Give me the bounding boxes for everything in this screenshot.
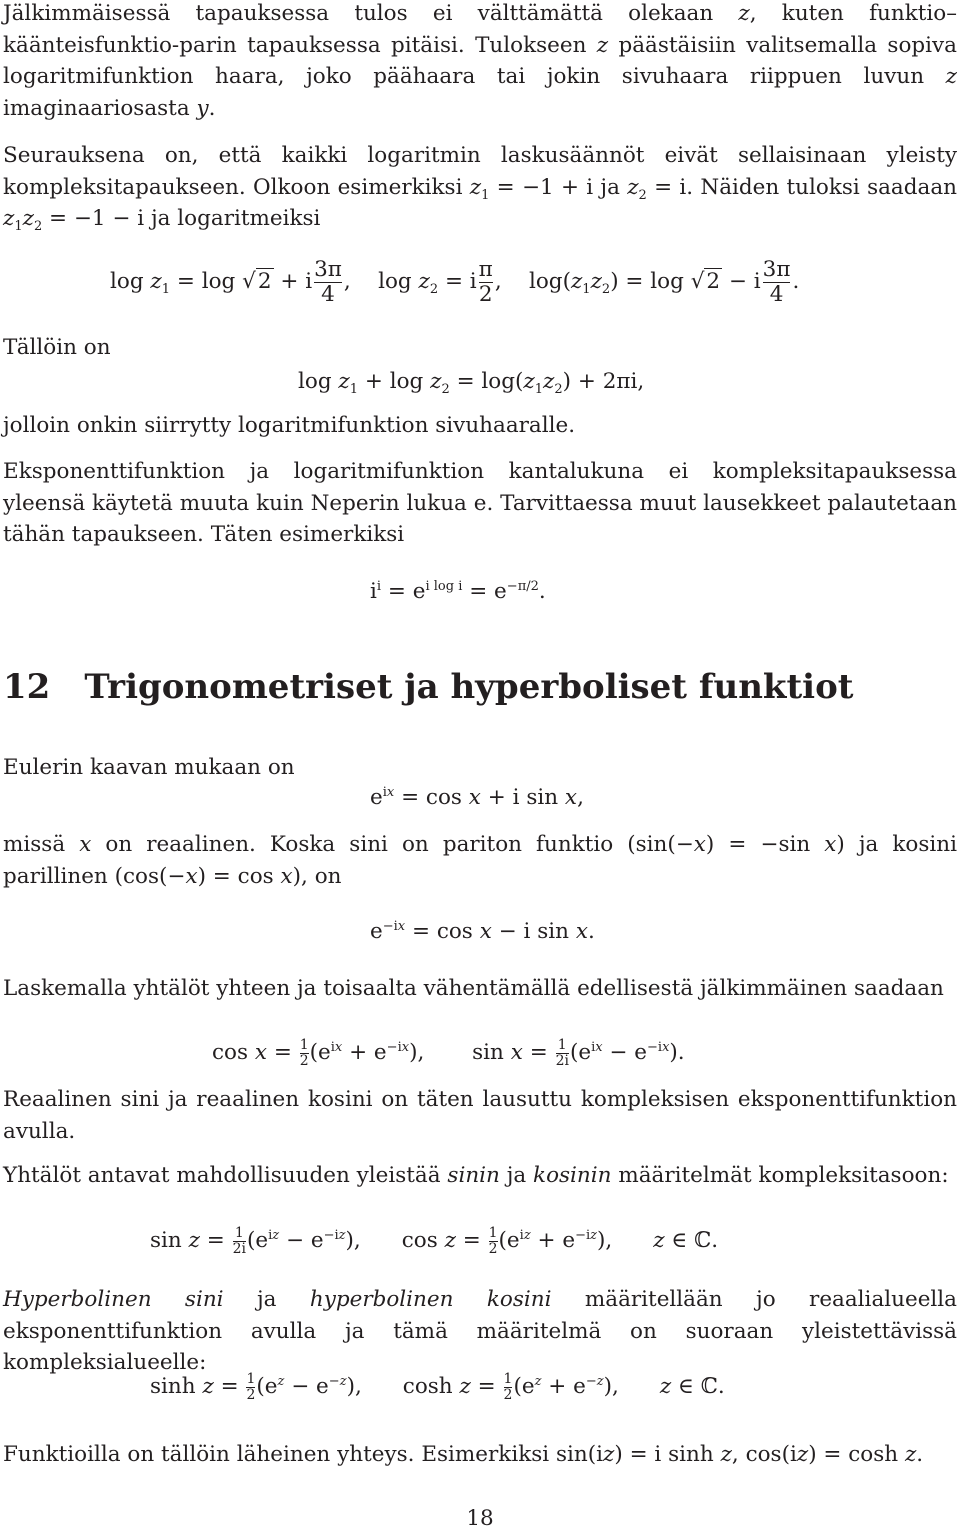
section-number: 12 [3,667,51,707]
paragraph-branch-note: Jälkimmäisessä tapauksessa tulos ei välttämättä olekaan z, kuten funktio–käänteisfunktio-parin tapauksessa pitäisi. Tulokseen z päästäisiin valitsemalla sopiva logaritmifunktion haara, joko päähaara tai jokin sivuhaara riippuen luvun z imaginaariosasta y. [3,1,958,121]
equation-euler-negative: $e^{-ix} = \cos x - i$ sin x. [370,919,595,944]
paragraph-generalize: Yhtälöt antavat mahdollisuuden yleistää sinin ja kosinin määritelmät kompleksitasoon: [3,1163,949,1188]
equation-sin-cos-complex: sin z = $\frac{1}{2i}$ $(e^{iz} - e^{-iz})$, cos z = $\frac{1}{2}$ $(e^{iz} + e^{-iz})$, z ∈ ℂ. [150,1225,719,1257]
section-title: Trigonometriset ja hyperboliset funktiot [84,667,854,707]
paragraph-side-branch: jolloin onkin siirrytty logaritmifunktion sivuhaaralle. [3,413,576,438]
page-number: 18 [466,1506,494,1531]
paragraph-then: Tällöin on [3,335,111,360]
paragraph-relation: Funktioilla on tällöin läheinen yhteys. Esimerkiksi sin(iz) = i sinh z, cos(iz) = cosh z. [3,1442,924,1467]
equation-logarithms: $\log z_1 = \log √2 + i$ $\frac{3\pi}{4}$ , $\log z_2 = i$ $\frac{\pi}{2}$ , $\log(z_1z_2) = \log √2 - i$ $\frac{3\pi}{4}$ . [110,257,800,307]
equation-euler: $e^{ix} = \cos x + i$ sin x, [370,785,584,810]
equation-log-sum: $\log z_1 + \log z_2 = \log(z_1z_2) + 2\pi i$, [298,369,645,397]
paragraph-odd-even: missä x on reaalinen. Koska sini on pariton funktio (sin(−x) = −sin x) ja kosini parillinen (cos(−x) = cos x), on [3,832,957,889]
paragraph-euler-intro: Eulerin kaavan mukaan on [3,755,295,780]
paragraph-add-subtract: Laskemalla yhtälöt yhteen ja toisaalta vähentämällä edellisestä jälkimmäinen saadaan [3,976,944,1001]
section-heading [3,667,853,707]
paragraph-real-sin-cos: Reaalinen sini ja reaalinen kosini on täten lausuttu kompleksisen eksponenttifunktion avulla. [3,1087,957,1144]
equation-cos-sin-real: cos x = $\frac{1}{2}$ $(e^{ix} + e^{-ix})$, sin x = $\frac{1}{2i}$ $(e^{ix} - e^{-ix})$. [212,1037,685,1069]
equation-sinh-cosh: sinh z = $\frac{1}{2}$ $(e^z - e^{-z})$, cosh z = $\frac{1}{2}$ $(e^z + e^{-z})$, z ∈ ℂ. [150,1371,725,1403]
paragraph-hyperbolic: Hyperbolinen sini ja hyperbolinen kosini määritellään jo reaalialueella eksponenttifunktion avulla ja tämä määritelmä on suoraan yleistettävissä kompleksialueelle: [3,1287,957,1375]
paragraph-log-rules: Seurauksena on, että kaikki logaritmin laskusäännöt eivät sellaisinaan yleisty kompleksitapaukseen. Olkoon esimerkiksi $z_1 = -1 + i$ ja $z_2 = i$. Näiden tuloksi saadaan $z_1z_2 = -1 - i$ ja logaritmeiksi [3,143,957,234]
equation-i-power-i: $i^i = e^{i log i} = e^{-\pi/2}$. [370,579,546,604]
paragraph-base-e: Eksponenttifunktion ja logaritmifunktion kantalukuna ei kompleksitapauksessa yleensä käytetä muuta kuin Neperin lukua e. Tarvittaessa muut lausekkeet palautetaan tähän tapaukseen. Täten esimerkiksi [3,459,957,547]
